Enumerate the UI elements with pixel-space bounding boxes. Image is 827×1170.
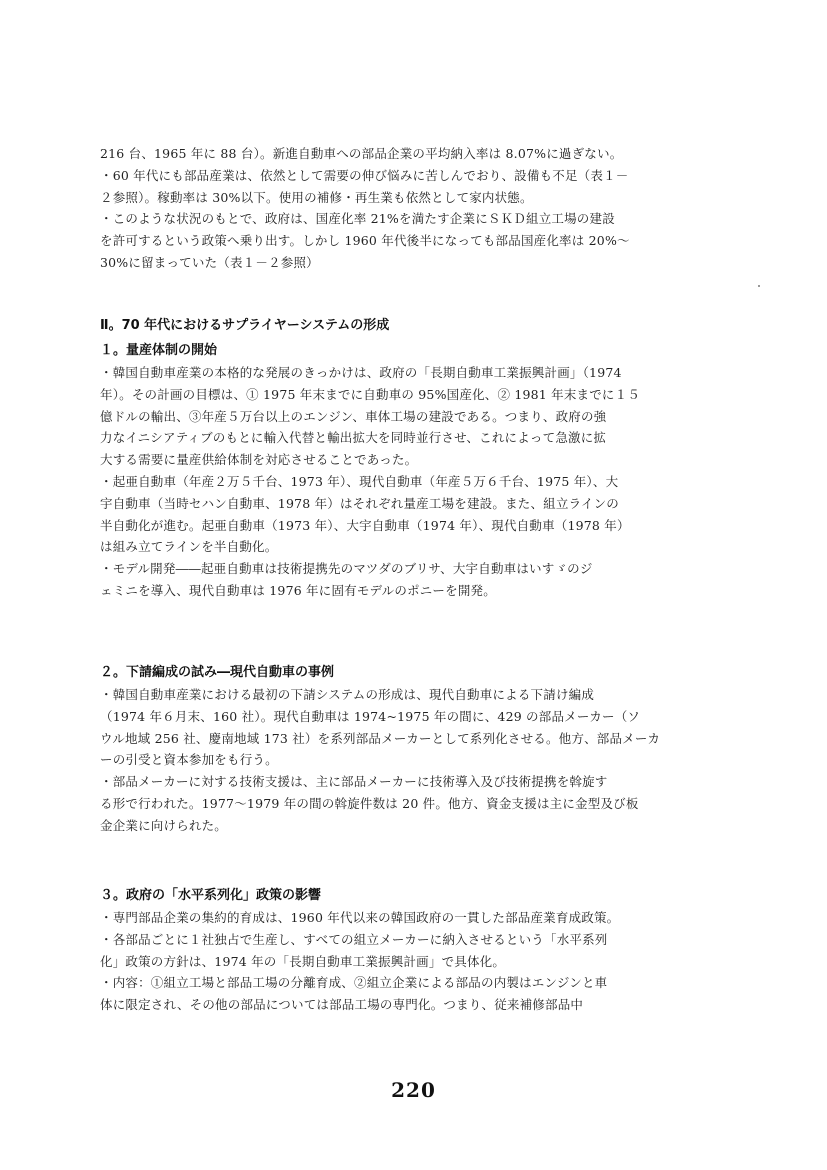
- text-line: る形で行われた。1977～1979 年の間の斡旋件数は 20 件。他方、資金支援は主に金型及び板: [100, 795, 639, 811]
- text-line: は組み立てラインを半自動化。: [100, 539, 278, 555]
- text-line: 体に限定され、その他の部品については部品工場の専門化。つまり、従来補修部品中: [100, 997, 584, 1013]
- text-line: ・韓国自動車産業における最初の下請システムの形成は、現代自動車による下請け編成: [100, 687, 595, 702]
- text-line: ・内容：①組立工場と部品工場の分離育成、②組立企業による部品の内製はエンジンと車: [100, 975, 608, 991]
- text-line: 金企業に向けられた。: [100, 817, 228, 833]
- text-line: 半自動化が進む。起亜自動車（1973 年）、大宇自動車（1974 年）、現代自動車（1978 年）: [100, 517, 630, 533]
- text-line: 化」政策の方針は、1974 年の「長期自動車工業振興計画」で具体化。: [100, 953, 506, 969]
- subsection-heading: ３。政府の「水平系列化」政策の影響: [100, 888, 322, 903]
- text-line: を許可するという政策へ乗り出す。しかし 1960 年代後半になっても部品国産化率は 20%～: [100, 233, 630, 249]
- subsection-2: [100, 662, 700, 837]
- text-line: 億ドルの輸出、③年産５万台以上のエンジン、車体工場の建設である。つまり、政府の強: [100, 408, 607, 424]
- text-line: 宇自動車（当時セハン自動車、1978 年）はそれぞれ量産工場を建設。また、組立ラインの: [100, 495, 620, 511]
- scan-speck: [758, 285, 760, 287]
- text-line: ・このような状況のもとで、政府は、国産化率 21%を満たす企業にＳＫＤ組立工場の建設: [100, 211, 615, 227]
- text-line: （1974 年６月末、160 社）。現代自動車は 1974~1975 年の間に、429 の部品メーカー（ソ: [100, 708, 641, 724]
- text-line: 力なイニシアティブのもとに輸入代替と輸出拡大を同時並行させ、これによって急激に拡: [100, 430, 607, 446]
- section-2: [100, 315, 700, 602]
- text-line: ・専門部品企業の集約的育成は、1960 年代以来の韓国政府の一貫した部品産業育成政策。: [100, 910, 620, 925]
- intro-paragraph: [100, 143, 700, 274]
- text-line: ２参照）。稼動率は 30%以下。使用の補修・再生業も依然として家内状態。: [100, 189, 533, 205]
- page-number: 220: [391, 1078, 436, 1102]
- text-line: 年）。その計画の目標は、① 1975 年末までに自動車の 95%国産化、② 1981 年末までに１５: [100, 386, 641, 402]
- text-line: ・部品メーカーに対する技術支援は、主に部品メーカーに技術導入及び技術提携を斡旋す: [100, 774, 608, 790]
- subsection-3: [100, 885, 700, 1016]
- text-line: ・各部品ごとに１社独占で生産し、すべての組立メーカーに納入させるという「水平系列: [100, 931, 608, 947]
- text-line: 大する需要に量産供給体制を対応させることであった。: [100, 452, 418, 468]
- section-heading: Ⅱ。70 年代におけるサプライヤーシステムの形成: [100, 318, 390, 333]
- text-line: ェミニを導入、現代自動車は 1976 年に固有モデルのポニーを開発。: [100, 582, 496, 598]
- subsection-heading: ２。下請編成の試み―現代自動車の事例: [100, 665, 335, 680]
- text-line: 30%に留まっていた（表１－２参照）: [100, 254, 319, 270]
- subsection-heading: １。量産体制の開始: [100, 343, 218, 358]
- text-line: ・60 年代にも部品産業は、依然として需要の伸び悩みに苦しんでおり、設備も不足（表１－: [100, 167, 629, 183]
- text-line: ・起亜自動車（年産２万５千台、1973 年）、現代自動車（年産５万６千台、1975 年）、大: [100, 473, 619, 489]
- text-line: ・モデル開発――起亜自動車は技術提携先のマツダのブリサ、大宇自動車はいすゞのジ: [100, 561, 593, 577]
- text-line: ウル地域 256 社、慶南地域 173 社）を系列部品メーカーとして系列化させる。他方、部品メーカ: [100, 730, 661, 746]
- text-line: 216 台、1965 年に 88 台）。新進自動車への部品企業の平均納入率は 8.07%に過ぎない。: [100, 146, 623, 161]
- text-line: ・韓国自動車産業の本格的な発展のきっかけは、政府の「長期自動車工業振興計画」（1974: [100, 365, 622, 380]
- text-line: ーの引受と資本参加をも行う。: [100, 752, 278, 768]
